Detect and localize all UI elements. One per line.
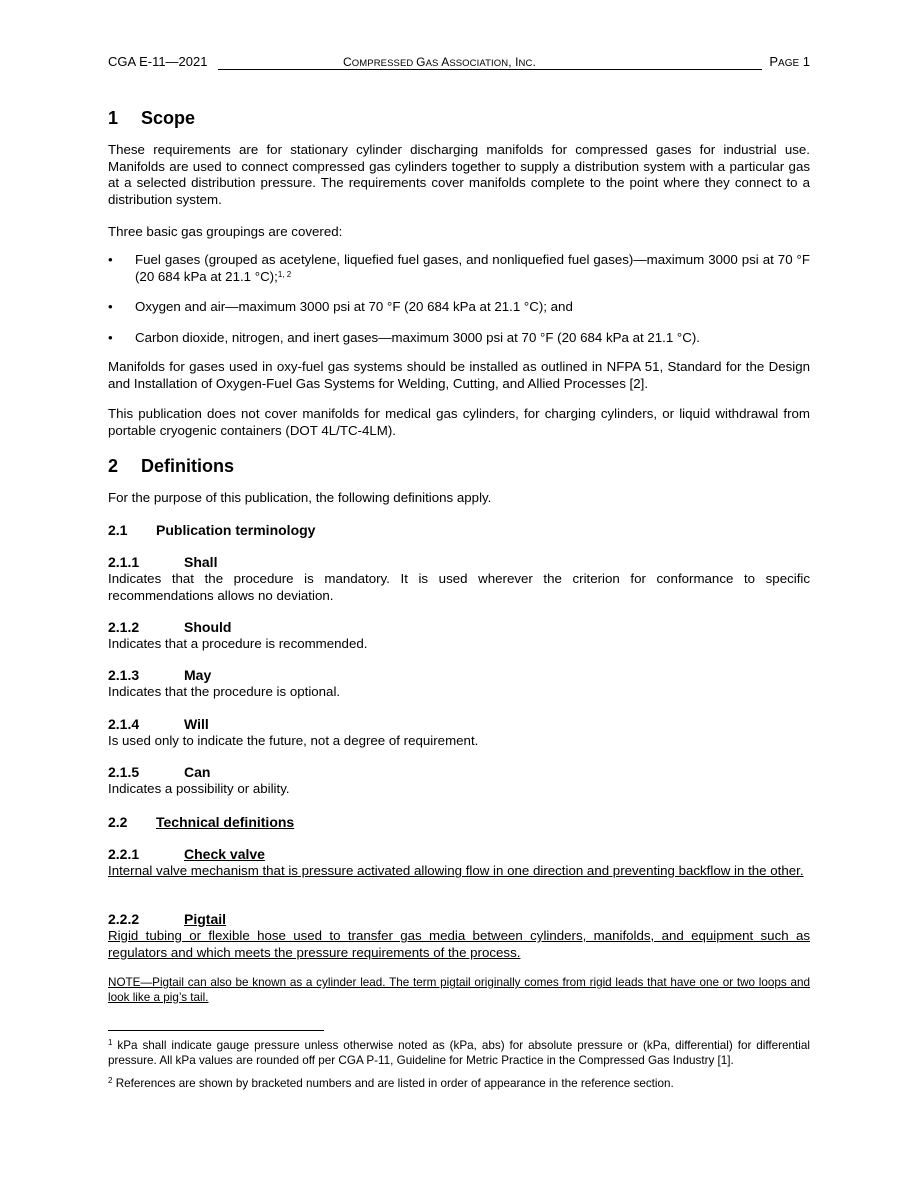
page-number (768, 54, 810, 69)
publisher-part: A (441, 55, 450, 69)
footnote-mark: 2 (108, 1076, 113, 1085)
term-number: 2.1.5 (108, 764, 140, 780)
subsection-2-1-heading (108, 522, 810, 539)
section-title: Scope (141, 108, 196, 128)
term-heading (108, 846, 810, 863)
publisher-part: OMPRESSED (351, 58, 417, 69)
term-heading (108, 619, 810, 636)
term-number: 2.1.4 (108, 716, 140, 732)
term-definition: Indicates that the procedure is mandatory. It is used wherever the criterion for conformance to specific recommendations allows no deviation. (108, 571, 810, 603)
page-label-sc: AGE (778, 58, 800, 69)
term-number: 2.1.1 (108, 554, 140, 570)
publisher-part: NC (518, 58, 533, 69)
publisher-name (342, 55, 537, 69)
footnote-2 (108, 1076, 810, 1091)
term-will (108, 716, 810, 750)
term-title: Will (184, 716, 209, 732)
section-number: 2 (108, 456, 119, 476)
term-definition: Indicates that a procedure is recommended. (108, 636, 368, 651)
scope-paragraph-1: These requirements are for stationary cylinder discharging manifolds for compressed gases for industrial use. Manifolds are used to connect compressed gas cylinders together to supply a distribution system with a particular gas at a selected distribution pressure. The requirements cover manifolds complete to the point where they connect to a distribution system. (108, 142, 810, 207)
bullet-icon: • (108, 252, 113, 267)
running-header (108, 54, 810, 70)
section-2-heading (108, 456, 810, 476)
section-number: 1 (108, 108, 119, 128)
term-check-valve (108, 846, 810, 880)
term-definition: Indicates a possibility or ability. (108, 781, 290, 796)
footnote-mark: 1 (108, 1038, 113, 1047)
list-item (108, 330, 810, 347)
term-heading (108, 554, 810, 571)
list-item-text: Fuel gases (grouped as acetylene, liquefied fuel gases, and nonliquefied fuel gases)—maximum 3000 psi at 70 °F (20 684 kPa at 21.1 °C); (135, 252, 810, 284)
page-label-cap: P (769, 54, 779, 69)
term-pigtail (108, 911, 810, 961)
bullet-icon: • (108, 299, 113, 315)
subsection-2-2-heading (108, 814, 810, 831)
list-item-text: Oxygen and air—maximum 3000 psi at 70 °F (20 684 kPa at 21.1 °C); and (135, 299, 573, 315)
term-shall (108, 554, 810, 604)
header-rule (218, 69, 762, 70)
term-should (108, 619, 810, 653)
footnote-1 (108, 1038, 810, 1068)
term-heading (108, 764, 810, 781)
subsection-number: 2.1 (108, 522, 128, 538)
footnote-text: kPa shall indicate gauge pressure unless otherwise noted as (kPa, abs) for absolute pressure or (kPa, differential) for differential pressure. All kPa values are rounded off per CGA P-11, Guideline for Metric Practice in the Compressed Gas Industry [1]. (108, 1039, 810, 1067)
term-can (108, 764, 810, 798)
publisher-part: G (416, 55, 426, 69)
list-item (108, 252, 810, 285)
publisher-part: SSOCIATION (449, 58, 509, 69)
term-definition: Indicates that the procedure is optional. (108, 684, 341, 699)
section-title: Definitions (141, 456, 234, 476)
term-title: May (184, 667, 212, 683)
term-title: Should (184, 619, 232, 635)
list-item (108, 299, 810, 316)
term-may (108, 667, 810, 701)
publisher-part: , I (508, 55, 519, 69)
term-title: Pigtail (184, 911, 227, 927)
term-definition: Internal valve mechanism that is pressure activated allowing flow in one direction and preventing backflow in the other. (108, 863, 804, 878)
subsection-number: 2.2 (108, 814, 128, 830)
term-number: 2.2.1 (108, 846, 140, 862)
term-heading (108, 716, 810, 733)
term-heading (108, 911, 810, 928)
section-1-heading (108, 108, 810, 128)
term-number: 2.2.2 (108, 911, 140, 927)
term-number: 2.1.3 (108, 667, 140, 683)
term-title: Shall (184, 554, 218, 570)
term-definition: Is used only to indicate the future, not a degree of requirement. (108, 733, 479, 748)
page-num: 1 (799, 54, 810, 69)
footnote-rule (108, 1030, 324, 1031)
list-item-text: Carbon dioxide, nitrogen, and inert gases—maximum 3000 psi at 70 °F (20 684 kPa at 21.1 °C). (135, 329, 700, 345)
footnote-ref: 1, 2 (277, 269, 292, 279)
publisher-part: C (343, 55, 352, 69)
scope-paragraph-2: Three basic gas groupings are covered: (108, 224, 343, 239)
publisher-part: AS (425, 58, 442, 69)
subsection-title: Publication terminology (156, 522, 316, 538)
footnote-text: References are shown by bracketed numbers and are listed in order of appearance in the reference section. (112, 1077, 674, 1090)
term-title: Check valve (184, 846, 265, 862)
subsection-title: Technical definitions (156, 814, 295, 830)
scope-paragraph-4: This publication does not cover manifolds for medical gas cylinders, for charging cylinders, or liquid withdrawal from portable cryogenic containers (DOT 4L/TC-4LM). (108, 406, 810, 438)
term-title: Can (184, 764, 211, 780)
bullet-icon: • (108, 329, 113, 345)
term-definition: Rigid tubing or flexible hose used to transfer gas media between cylinders, manifolds, and equipment such as regulators and which meets the pressure requirements of the process. (108, 928, 810, 960)
publisher-part: . (532, 55, 536, 69)
pigtail-note: NOTE—Pigtail can also be known as a cylinder lead. The term pigtail originally comes from rigid leads that have one or two loops and look like a pig’s tail. (108, 976, 810, 1004)
doc-id: CGA E-11—2021 (108, 54, 208, 69)
term-heading (108, 667, 810, 684)
scope-paragraph-3: Manifolds for gases used in oxy-fuel gas systems should be installed as outlined in NFPA 51, Standard for the Design and Installation of Oxygen-Fuel Gas Systems for Welding, Cutting, and Allied Processes [2]. (108, 359, 810, 391)
definitions-intro: For the purpose of this publication, the following definitions apply. (108, 490, 492, 505)
gas-groupings-list (108, 252, 810, 346)
term-number: 2.1.2 (108, 619, 140, 635)
